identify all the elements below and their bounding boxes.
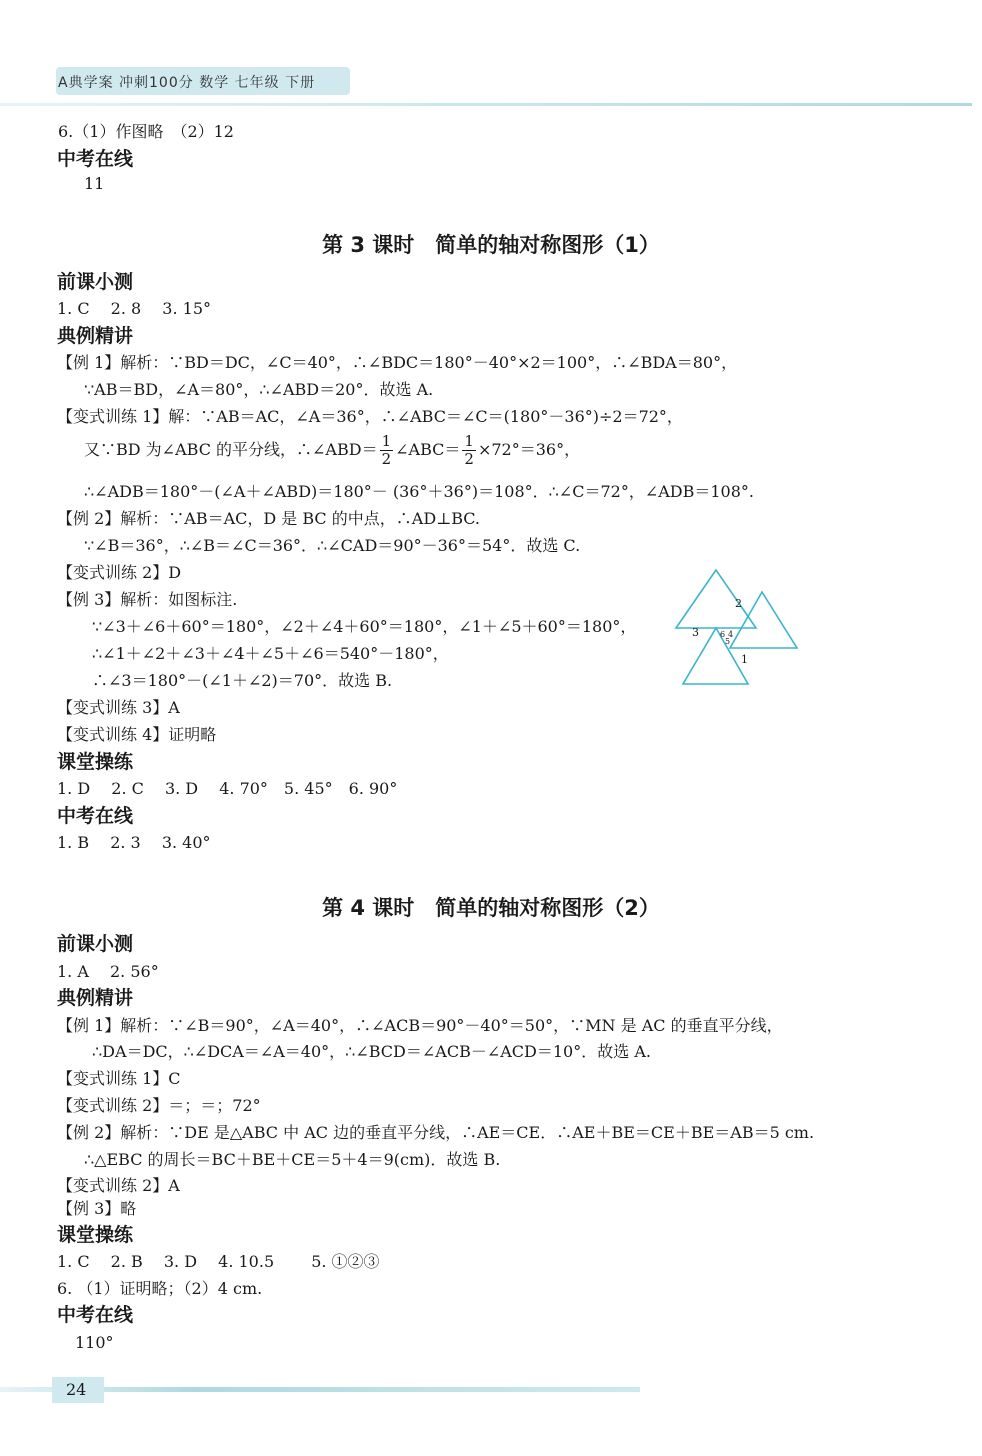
lesson3-dl-heading: 典例精讲 [57,325,134,347]
fraction-half-2 [462,433,476,468]
lesson4-kt-heading: 课堂操练 [57,1224,134,1246]
fraction-half-1 [380,433,394,468]
bs1-text-c: ×72°＝36°， [477,440,581,459]
angle-label-5: 5 [725,637,731,646]
lesson3-ex1-line1: 【例 1】解析：∵BD＝DC，∠C＝40°，∴∠BDC＝180°－40°×2＝100°，∴∠BDA＝80°， [57,353,738,372]
lesson4-ex2-line2: ∴△EBC 的周长＝BC＋BE＋CE＝5＋4＝9(cm)．故选 B. [84,1150,501,1169]
angle-label-1: 1 [741,653,748,666]
lesson4-zk-answer: 110° [75,1333,114,1352]
angle-label-3: 3 [692,626,699,639]
lesson3-ex1-line2: ∵AB＝BD，∠A＝80°，∴∠ABD＝20°．故选 A. [84,380,434,399]
lesson3-ex3-line2: ∵∠3＋∠6＋60°＝180°，∠2＋∠4＋60°＝180°，∠1＋∠5＋60°＝180°， [92,617,637,636]
lesson4-bs2b: 【变式训练 2】A [57,1176,180,1195]
lesson3-bs2: 【变式训练 2】D [57,563,182,582]
lesson4-qk-answers: 1. A 2. 56° [57,962,159,981]
frac-num: 1 [381,432,392,450]
lesson3-bs4: 【变式训练 4】证明略 [57,725,217,744]
frac-num: 1 [464,432,474,450]
lesson4-title: 第 4 课时 简单的轴对称图形（2） [322,896,660,920]
lesson3-ex3-line3: ∴∠1＋∠2＋∠3＋∠4＋∠5＋∠6＝540°－180°， [92,644,449,663]
lesson4-zk-heading: 中考在线 [57,1304,134,1326]
lesson3-bs1-line3: ∴∠ADB＝180°－(∠A＋∠ABD)＝180°－ (36°＋36°)＝108°．∴∠C＝72°，∠ADB＝108°. [84,482,754,501]
lesson3-kt-heading: 课堂操练 [57,751,134,773]
lesson3-bs1-line1: 【变式训练 1】解：∵AB＝AC，∠A＝36°，∴∠ABC＝∠C＝(180°－36°)÷2＝72°， [57,407,683,426]
lesson4-dl-heading: 典例精讲 [57,987,134,1009]
angle-label-6: 6 [720,630,726,639]
lesson3-ex2-line2: ∵∠B＝36°，∴∠B＝∠C＝36°．∴∠CAD＝90°－36°＝54°．故选 C. [84,536,581,555]
angle-label-4: 4 [728,630,734,639]
top-zk-answer: 11 [84,174,105,193]
three-triangles-figure [668,562,808,692]
header-rule [0,103,972,106]
top-zk-heading: 中考在线 [57,148,134,170]
top-q6: 6.（1）作图略 （2）12 [58,122,234,141]
lesson3-title: 第 3 课时 简单的轴对称图形（1） [322,233,660,257]
lesson4-ex1-line1: 【例 1】解析：∵∠B＝90°，∠A＝40°，∴∠ACB＝90°－40°＝50°，∵MN 是 AC 的垂直平分线， [57,1016,783,1035]
lesson3-ex3-line1: 【例 3】解析：如图标注. [57,590,238,609]
lesson4-bs1: 【变式训练 1】C [57,1069,181,1088]
lesson3-ex3-line4: ∴∠3＝180°－(∠1＋∠2)＝70°．故选 B. [92,671,393,690]
page-number: 24 [66,1380,87,1399]
lesson4-kt-q6: 6. （1）证明略；（2）4 cm. [57,1279,263,1298]
lesson4-kt-answers: 1. C 2. B 3. D 4. 10.5 5. ①②③ [57,1252,380,1271]
lesson4-ex2-line1: 【例 2】解析：∵DE 是△ABC 中 AC 边的垂直平分线，∴AE＝CE．∴AE＋BE＝CE＋BE＝AB＝5 cm. [57,1123,815,1142]
lesson4-ex3: 【例 3】略 [57,1199,137,1218]
lesson3-kt-answers: 1. D 2. C 3. D 4. 70° 5. 45° 6. 90° [57,779,398,798]
bs1-text-a: 又∵BD 为∠ABC 的平分线，∴∠ABD＝ [84,440,378,459]
angle-label-2: 2 [735,597,742,610]
lesson3-ex2-line1: 【例 2】解析：∵AB＝AC，D 是 BC 的中点，∴AD⊥BC. [57,509,481,528]
lesson3-bs1-line2 [84,433,580,468]
triangle-top [676,570,756,628]
header-title: A典学案 冲刺100分 数学 七年级 下册 [58,75,316,91]
lesson4-qk-heading: 前课小测 [57,933,134,955]
lesson3-qk-answers: 1. C 2. 8 3. 15° [57,299,212,318]
lesson3-zk-answers: 1. B 2. 3 3. 40° [57,833,211,852]
frac-den: 2 [381,450,392,468]
lesson4-ex1-line2: ∴DA＝DC，∴∠DCA＝∠A＝40°，∴∠BCD＝∠ACB－∠ACD＝10°．故选 A. [92,1042,651,1061]
bs1-text-b: ∠ABC＝ [395,440,461,459]
frac-den: 2 [464,450,474,468]
lesson3-qk-heading: 前课小测 [57,271,134,293]
lesson3-bs3: 【变式训练 3】A [57,698,180,717]
lesson3-zk-heading: 中考在线 [57,805,134,827]
lesson4-bs2: 【变式训练 2】＝；＝；72° [57,1096,261,1115]
